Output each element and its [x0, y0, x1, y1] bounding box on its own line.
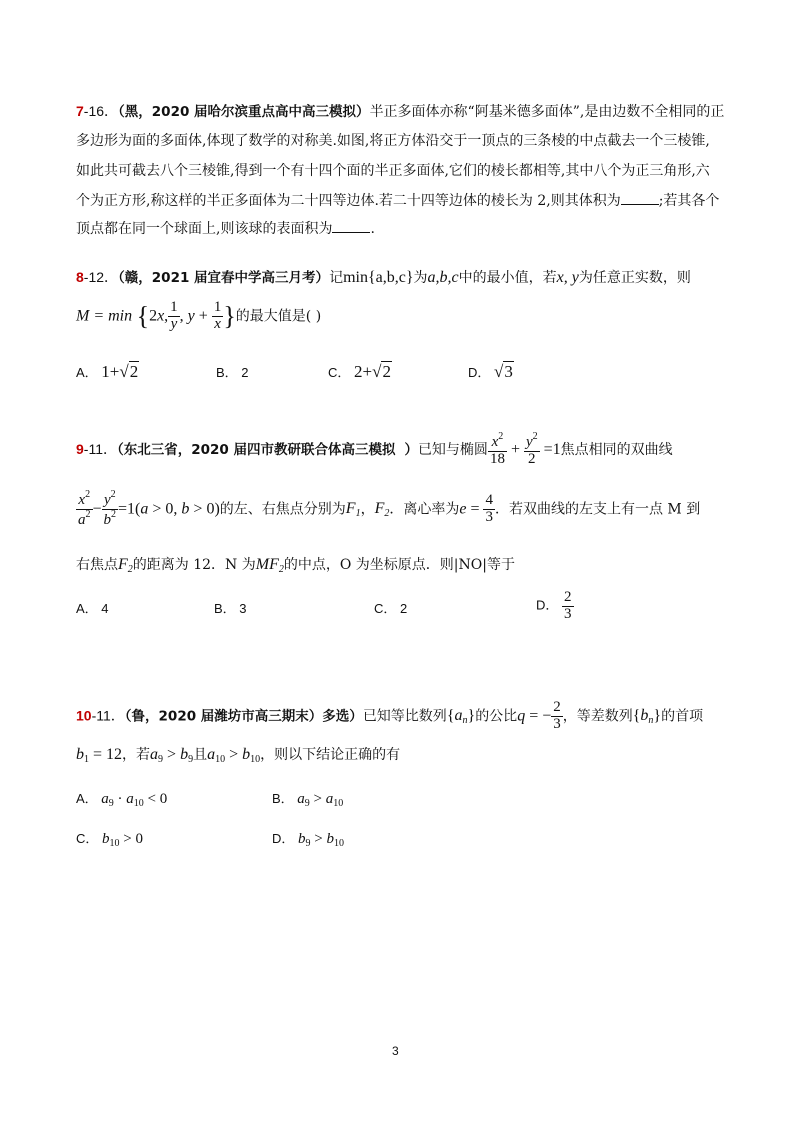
- f2-symbol: $F_2$: [374, 500, 390, 520]
- q8-text-a: 记: [329, 270, 344, 286]
- q9-text-c: 的左、右焦点分别为: [219, 501, 346, 518]
- q9-option-b[interactable]: B． 3: [214, 601, 247, 616]
- fraction-y2-over-b2: $\frac{y^2}{b^2}$: [103, 489, 117, 528]
- q8-line-2: [76, 300, 321, 333]
- f1-symbol: $F_1$: [345, 500, 361, 520]
- q9-text-h: 的中点，O 为坐标原点．则|NO|等于: [283, 557, 515, 573]
- fraction-4-over-3: $\frac{4}{3}$: [485, 492, 493, 525]
- q9-text-f: 右焦点: [76, 557, 118, 573]
- q7-line-2: 多边形为面的多面体,体现了数学的对称美.如图,将正方体沿交于一顶点的三条棱的中点截去一个三棱锥,: [76, 133, 710, 149]
- question-10: [76, 700, 726, 850]
- q10-text-c: ，等差数列: [562, 708, 633, 725]
- right-brace: }: [223, 301, 236, 331]
- q10-text-b: 的公比: [475, 708, 518, 725]
- page-number: 3: [392, 1044, 399, 1058]
- q10-option-a[interactable]: A． $a_9 \cdot a_{10} < 0$: [76, 791, 168, 809]
- q10-text-a: 已知等比数列: [362, 708, 447, 725]
- q8-option-c[interactable]: C． 2+√2: [328, 362, 391, 381]
- q7-text-7: .: [370, 221, 375, 237]
- q9-option-a[interactable]: A． 4: [76, 601, 109, 616]
- q10-line-2: $b_1 = 12$，若$a_9 > b_9$且$a_{10} > b_{10}$，则以下结论正确的有: [76, 746, 401, 765]
- left-brace: {: [136, 301, 150, 331]
- q9-text-e: ．若双曲线的左支上有一点 M 到: [494, 501, 701, 518]
- q9-source: （东北三省，2020 届四市教研联合体高三模拟: [117, 441, 396, 458]
- fraction-2-over-3: $\frac{2}{3}$: [564, 589, 572, 622]
- q8-option-d[interactable]: D． √3: [468, 362, 513, 381]
- q10-text-d: 的首项: [661, 708, 704, 725]
- seq-b-n: $\{b_n\}$: [632, 707, 662, 727]
- q9-line-2: $\frac{x^2}{a^2}$ − $\frac{y^2}{b^2}$ =1(a > 0, b > 0)的左、右焦点分别为$F_1$，$F_2$．离心率为e = $\frac{4}{3}$ ．若双曲线的左支上有一点 M 到: [78, 489, 701, 528]
- question-8: [76, 266, 726, 386]
- q9-number: 9: [76, 440, 84, 457]
- q9-source-end: ）: [404, 441, 418, 458]
- q10-option-c[interactable]: C． $b_{10} > 0$: [76, 831, 143, 849]
- q7-text-1: 半正多面体亦称“阿基米德多面体”,是由边数不全相同的正: [369, 104, 725, 120]
- q8-line-1: [76, 266, 691, 287]
- q9-line-1: 9-11．（东北三省，2020 届四市教研联合体高三模拟 ）已知与椭圆 $\frac{x^2}{18}$ + $\frac{y^2}{2}$ =1焦点相同的双曲线: [76, 431, 673, 467]
- q10-text-e: ，若: [122, 747, 151, 763]
- q10-option-d[interactable]: D． $b_9 > b_{10}$: [272, 831, 344, 849]
- q10-source: （鲁，2020 届潍坊市高三期末）多选）: [124, 708, 363, 725]
- q8-min-expr: min{a,b,c}: [343, 269, 414, 286]
- q8-m-expr: M = min: [76, 307, 133, 325]
- q7-sub-number: -16．: [83, 103, 119, 119]
- q10-line-1: 10-11．（鲁，2020 届潍坊市高三期末）多选）已知等比数列$\{a_n\}$的公比q = − $\frac{2}{3}$ ，等差数列$\{b_n\}$的首项: [76, 699, 704, 732]
- answer-blank-2[interactable]: [332, 220, 370, 233]
- fraction-1-over-x: $\frac{1}{x}$: [213, 299, 222, 332]
- q8-xy: x, y: [556, 269, 579, 286]
- q8-text-b: 为: [413, 270, 428, 286]
- q9-text-g: 的距离为 12．N 为: [132, 557, 256, 573]
- q7-source: （黑，2020 届哈尔滨重点高中高三模拟）: [118, 104, 370, 120]
- answer-blank-1[interactable]: [621, 192, 659, 205]
- q8-option-a[interactable]: A． 1+√2: [76, 362, 139, 381]
- q7-text-6: 顶点都在同一个球面上,则该球的表面积为: [76, 221, 333, 237]
- fraction-y2-over-2: $\frac{y^2}{2}$: [525, 431, 538, 467]
- q9-text-d: ．离心率为: [389, 501, 460, 518]
- q10-text-g: ，则以下结论正确的有: [260, 747, 401, 763]
- q8-sub-number: -12．: [83, 269, 119, 285]
- q7-line-3: 如此共可截去八个三棱锥,得到一个有十四个面的半正多面体,它们的棱长都相等,其中八个为正三角形,六: [76, 163, 710, 179]
- q10-text-f: 且: [193, 747, 208, 763]
- q9-text-b: 焦点相同的双曲线: [560, 441, 673, 458]
- q7-text-4: 个为正方形,称这样的半正多面体为二十四等边体.若二十四等边体的棱长为 2,则其体积为: [76, 193, 621, 209]
- q10-option-b[interactable]: B． $a_9 > a_{10}$: [272, 791, 344, 809]
- q8-term-y: , y +: [179, 307, 212, 325]
- q9-sub-number: -11．: [83, 440, 117, 457]
- fraction-2-over-3-q: $\frac{2}{3}$: [553, 699, 561, 732]
- q7-line-4: [76, 190, 719, 210]
- q8-number: 8: [76, 269, 84, 285]
- fraction-x2-over-a2: $\frac{x^2}{a^2}$: [78, 489, 91, 528]
- q8-abc: a,b,c: [427, 269, 459, 286]
- mf2-symbol: $MF_2$: [255, 556, 284, 575]
- q7-line-5: [76, 218, 375, 238]
- q9-text-a: 已知与椭圆: [417, 441, 488, 458]
- q8-source: （赣，2021 届宜春中学高三月考）: [118, 270, 330, 286]
- seq-a-n: $\{a_n\}$: [446, 707, 476, 727]
- q8-text-e: 的最大值是( ): [235, 308, 322, 325]
- q9-option-c[interactable]: C． 2: [374, 601, 408, 616]
- q7-line-1: [76, 100, 724, 121]
- q7-number: 7: [76, 103, 84, 119]
- q8-text-c: 中的最小值，若: [458, 270, 557, 286]
- q9-line-3: 右焦点$F_2$的距离为 12．N 为$MF_2$的中点，O 为坐标原点．则|NO|等于: [76, 556, 515, 575]
- fraction-1-over-y: $\frac{1}{y}$: [170, 299, 178, 332]
- q8-term-2x: 2x,: [149, 307, 169, 325]
- q10-sub-number: -11．: [91, 707, 125, 724]
- q7-text-5: ;若其各个: [658, 193, 720, 209]
- q8-text-d: 为任意正实数，则: [578, 270, 691, 286]
- question-7: [76, 100, 726, 240]
- q9-option-d[interactable]: D． $\frac{2}{3}$: [536, 589, 572, 622]
- q8-option-b[interactable]: B． 2: [216, 365, 249, 380]
- question-9: [76, 432, 726, 632]
- fraction-x2-over-18: $\frac{x^2}{18}$: [489, 431, 505, 467]
- q10-number: 10: [76, 707, 92, 724]
